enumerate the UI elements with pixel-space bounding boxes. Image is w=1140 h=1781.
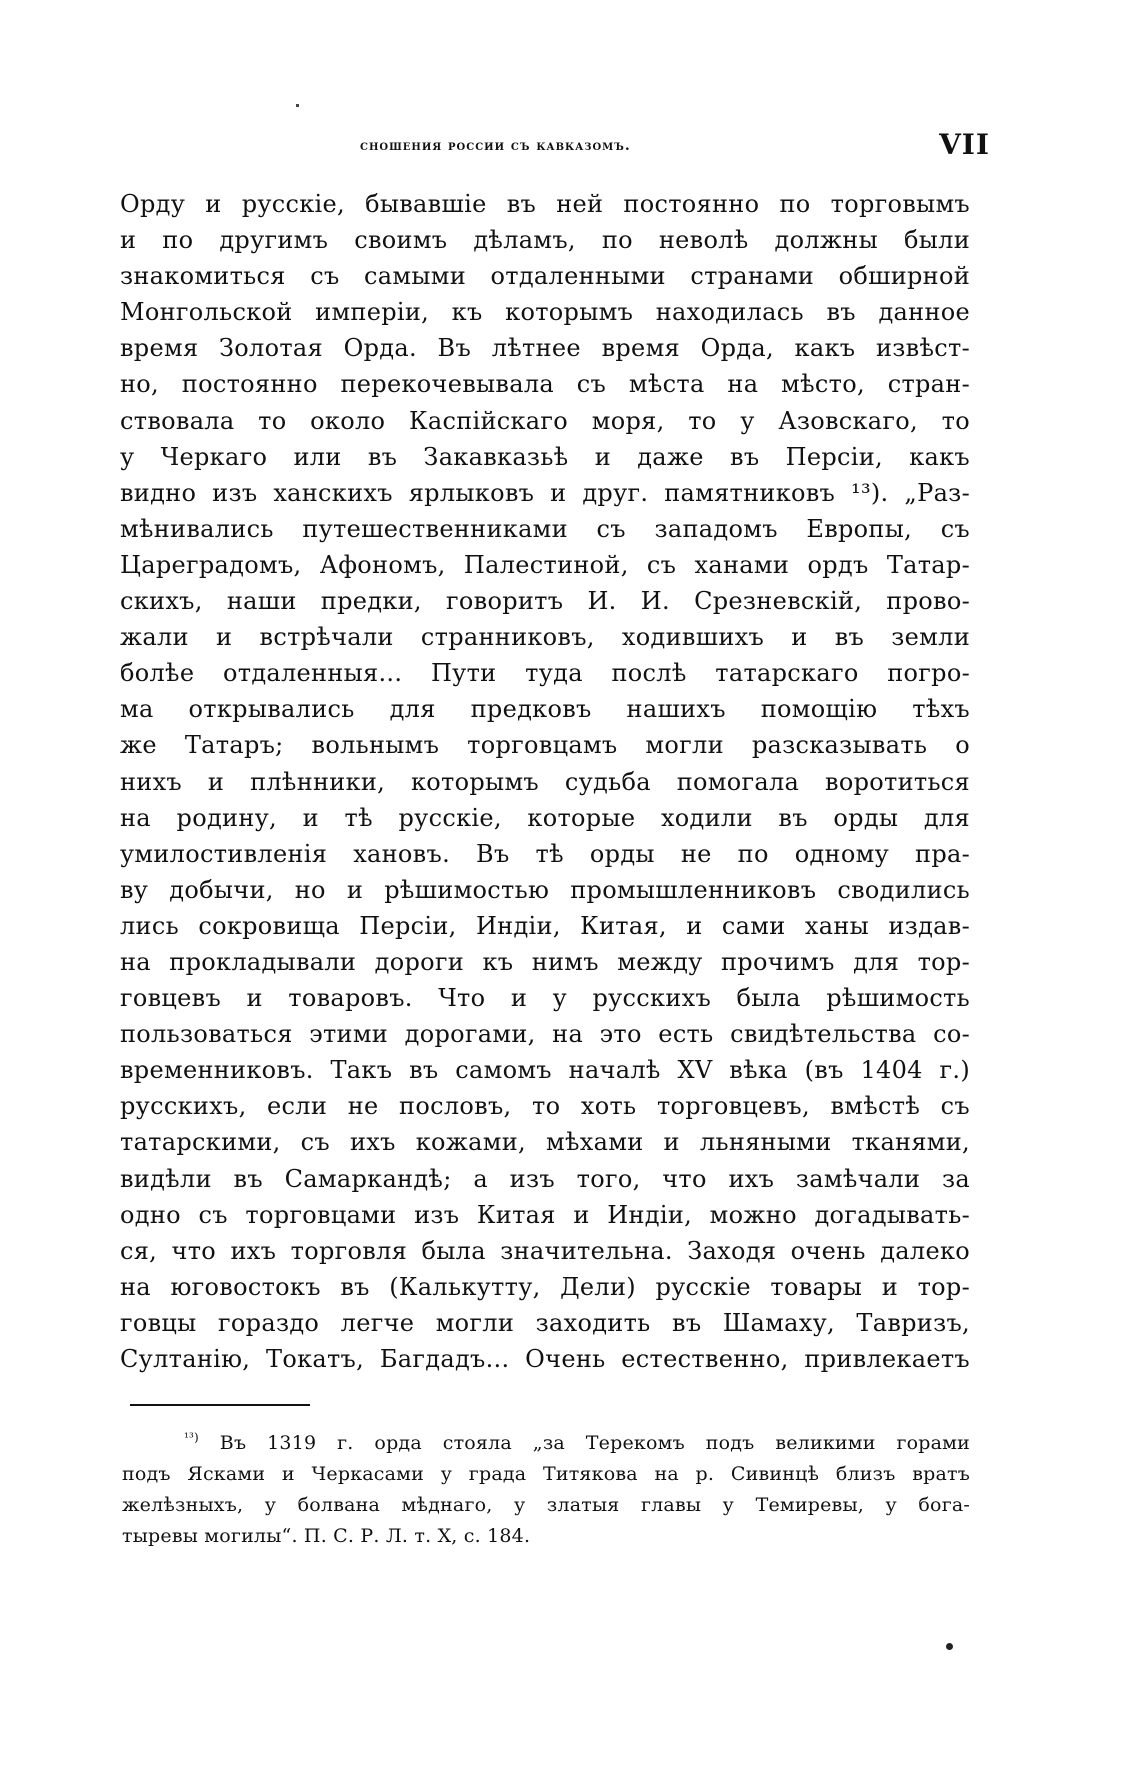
text-line: но, постоянно перекочевывала съ мѣста на мѣсто, стран- (120, 370, 970, 399)
text-line: на прокладывали дороги къ нимъ между прочимъ для тор- (120, 947, 970, 976)
text-line: Цареградомъ, Афономъ, Палестиной, съ ханами ордъ Татар- (120, 550, 970, 579)
text-line: на родину, и тѣ русскіе, которые ходили въ орды для (120, 803, 970, 832)
text-line: Орду и русскіе, бывавшіе въ ней постоянно по торговымъ (120, 190, 970, 218)
text-line: и по другимъ своимъ дѣламъ, по неволѣ должны были (120, 226, 970, 255)
text-line: видѣли въ Самаркандѣ; а изъ того, что ихъ замѣчали за (120, 1164, 970, 1193)
text-line: ствовала то около Каспійскаго моря, то у Азовскаго, то (120, 406, 970, 435)
text-line: лись сокровища Персіи, Индіи, Китая, и сами ханы издав- (120, 911, 970, 940)
ink-speck (296, 104, 299, 107)
page-number: VII (939, 128, 990, 161)
footnote-line: тыревы могилы“. П. С. Р. Л. т. X, с. 184. (122, 1525, 531, 1547)
text-line: ся, что ихъ торговля была значительна. Заходя очень далеко (120, 1236, 970, 1265)
text-line: татарскими, съ ихъ кожами, мѣхами и льняными тканями, (120, 1128, 970, 1157)
text-line: болѣе отдаленныя... Пути туда послѣ татарскаго погро- (120, 659, 970, 688)
text-line: скихъ, наши предки, говоритъ И. И. Срезневскій, прово- (120, 587, 970, 616)
text-line: жали и встрѣчали странниковъ, ходившихъ и въ земли (120, 623, 970, 652)
text-line: временниковъ. Такъ въ самомъ началѣ XV вѣка (въ 1404 г.) (120, 1056, 970, 1085)
text-line: нихъ и плѣнники, которымъ судьба помогала воротиться (120, 767, 970, 796)
text-line: ву добычи, но и рѣшимостью промышленниковъ сводились (120, 875, 970, 904)
text-line: ма открывались для предковъ нашихъ помощію тѣхъ (120, 695, 970, 724)
text-line: русскихъ, если не пословъ, то хоть торговцевъ, вмѣстѣ съ (120, 1092, 970, 1121)
body-text (120, 186, 970, 1377)
text-line: видно изъ ханскихъ ярлыковъ и друг. памятниковъ ¹³). „Раз- (120, 478, 970, 507)
text-line: говцевъ и товаровъ. Что и у русскихъ была рѣшимость (120, 984, 970, 1013)
text-line: мѣнивались путешественниками съ западомъ Европы, съ (120, 514, 970, 543)
text-line: у Черкаго или въ Закавказьѣ и даже въ Персіи, какъ (120, 442, 970, 471)
text-line: же Татаръ; вольнымъ торговцамъ могли разсказывать о (120, 731, 970, 760)
text-line: на юговостокъ въ (Калькутту, Дели) русскіе товары и тор- (120, 1272, 970, 1301)
ink-speck (946, 1643, 953, 1650)
footnote-divider (130, 1404, 310, 1406)
footnote-line: подъ Ясками и Черкасами у града Титякова на р. Сивинцѣ близъ вратъ (122, 1463, 970, 1485)
text-line: пользоваться этими дорогами, на это есть свидѣтельства со- (120, 1020, 970, 1049)
text-line: знакомиться съ самыми отдаленными странами обширной (120, 262, 970, 291)
page-header (120, 128, 990, 162)
text-line: умилостивленія хановъ. Въ тѣ орды не по одному пра- (120, 839, 970, 868)
text-line: время Золотая Орда. Въ лѣтнее время Орда, какъ извѣст- (120, 334, 970, 363)
text-line: говцы гораздо легче могли заходить въ Шамаху, Тавризъ, (120, 1308, 970, 1337)
running-title: сношения россии съ кавказомъ. (360, 138, 631, 154)
footnote-text: Въ 1319 г. орда стояла „за Терекомъ подъ великими горами (219, 1432, 970, 1454)
text-line: Султанію, Токатъ, Багдадъ... Очень естественно, привлекаетъ (120, 1345, 970, 1373)
footnotes (122, 1428, 970, 1552)
footnote-line: желѣзныхъ, у болвана мѣднаго, у златыя главы у Темиревы, у бога- (122, 1494, 970, 1516)
text-line: Монгольской имперіи, къ которымъ находилась въ данное (120, 298, 970, 327)
text-line: одно съ торговцами изъ Китая и Индіи, можно догадывать- (120, 1200, 970, 1229)
footnote-line (122, 1428, 970, 1459)
footnote-marker: ¹³) (184, 1430, 199, 1445)
